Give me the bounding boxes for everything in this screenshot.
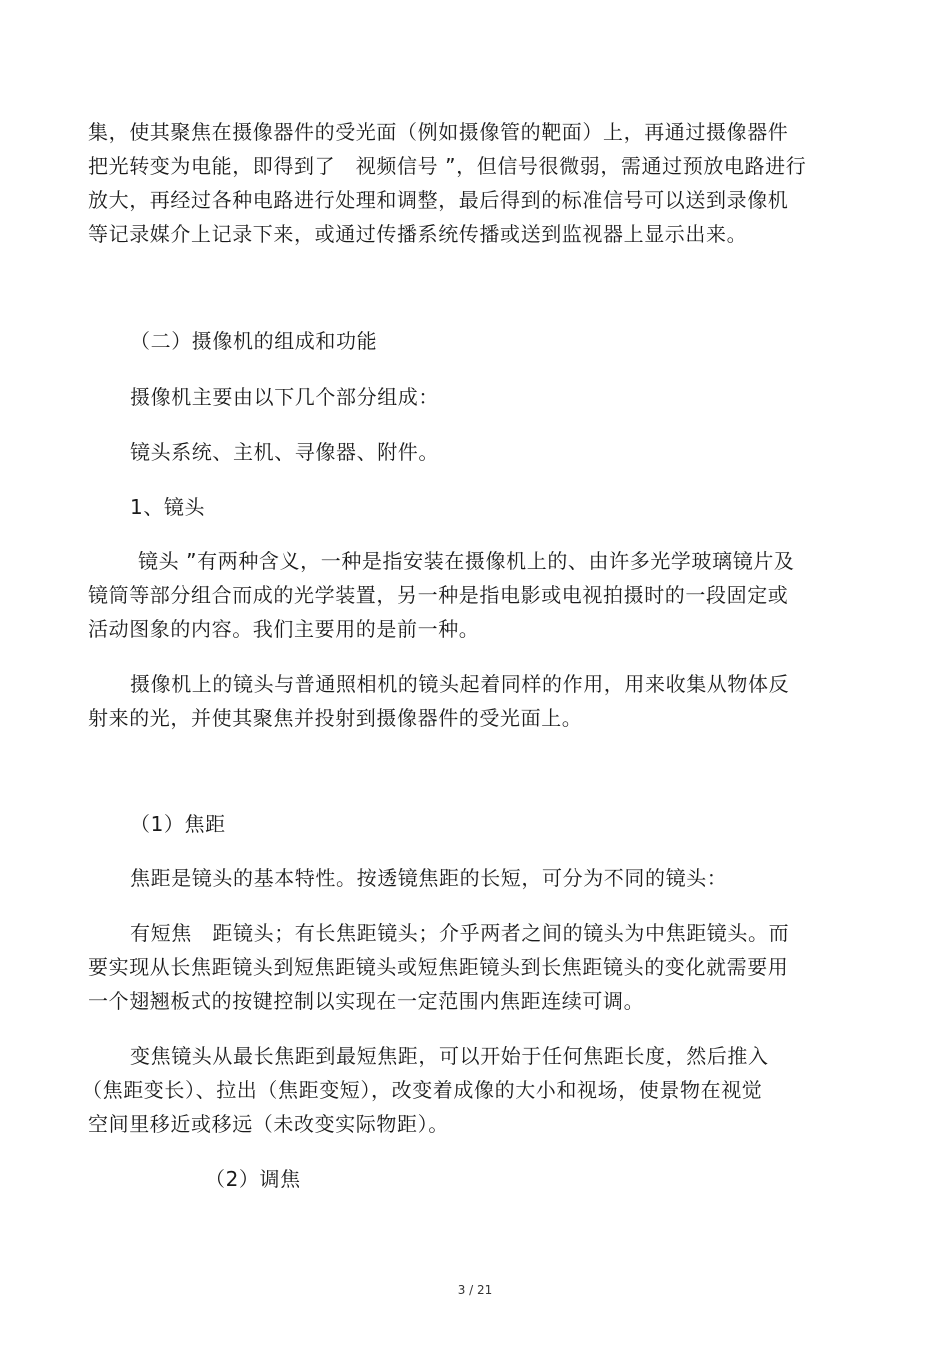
paragraph-line: 镜头系统、主机、寻像器、附件。 (130, 440, 439, 464)
paragraph-line: 等记录媒介上记录下来，或通过传播系统传播或送到监视器上显示出来。 (88, 222, 748, 246)
paragraph-line: 焦距是镜头的基本特性。按透镜焦距的长短，可分为不同的镜头： (130, 866, 728, 890)
paragraph-line: 要实现从长焦距镜头到短焦距镜头或短焦距镜头到长焦距镜头的变化就需要用 (88, 955, 789, 979)
subsection-heading: （1）焦距 (130, 812, 226, 836)
paragraph-line: 集，使其聚焦在摄像器件的受光面（例如摄像管的靶面）上，再通过摄像器件 (88, 120, 789, 144)
subsection-heading: 1、镜头 (130, 495, 206, 519)
paragraph-line: 放大，再经过各种电路进行处理和调整，最后得到的标准信号可以送到录像机 (88, 188, 789, 212)
paragraph-line: 活动图象的内容。我们主要用的是前一种。 (88, 617, 480, 641)
paragraph-line: （焦距变长）、拉出（焦距变短），改变着成像的大小和视场，使景物在视觉 (82, 1078, 763, 1102)
paragraph-line: 一个翅翘板式的按键控制以实现在一定范围内焦距连续可调。 (88, 989, 645, 1013)
paragraph-line: 镜筒等部分组合而成的光学装置，另一种是指电影或电视拍摄时的一段固定或 (88, 583, 789, 607)
section-heading: （二）摄像机的组成和功能 (130, 329, 378, 353)
paragraph-line: 把光转变为电能，即得到了 视频信号 ”，但信号很微弱，需通过预放电路进行 (88, 154, 807, 178)
paragraph-line: 射来的光，并使其聚焦并投射到摄像器件的受光面上。 (88, 706, 583, 730)
paragraph-line: 摄像机上的镜头与普通照相机的镜头起着同样的作用，用来收集从物体反 (130, 672, 790, 696)
paragraph-line: 摄像机主要由以下几个部分组成： (130, 385, 439, 409)
paragraph-line: 有短焦 距镜头；有长焦距镜头；介乎两者之间的镜头为中焦距镜头。而 (130, 921, 790, 945)
paragraph-line: 变焦镜头从最长焦距到最短焦距，可以开始于任何焦距长度，然后推入 (130, 1044, 769, 1068)
page-number: 3 / 21 (457, 1283, 493, 1297)
paragraph-line: 空间里移近或移远（未改变实际物距）。 (88, 1112, 449, 1136)
paragraph-line: 镜头 ”有两种含义，一种是指安装在摄像机上的、由许多光学玻璃镜片及 (138, 549, 795, 573)
subsection-heading: （2）调焦 (205, 1167, 301, 1191)
